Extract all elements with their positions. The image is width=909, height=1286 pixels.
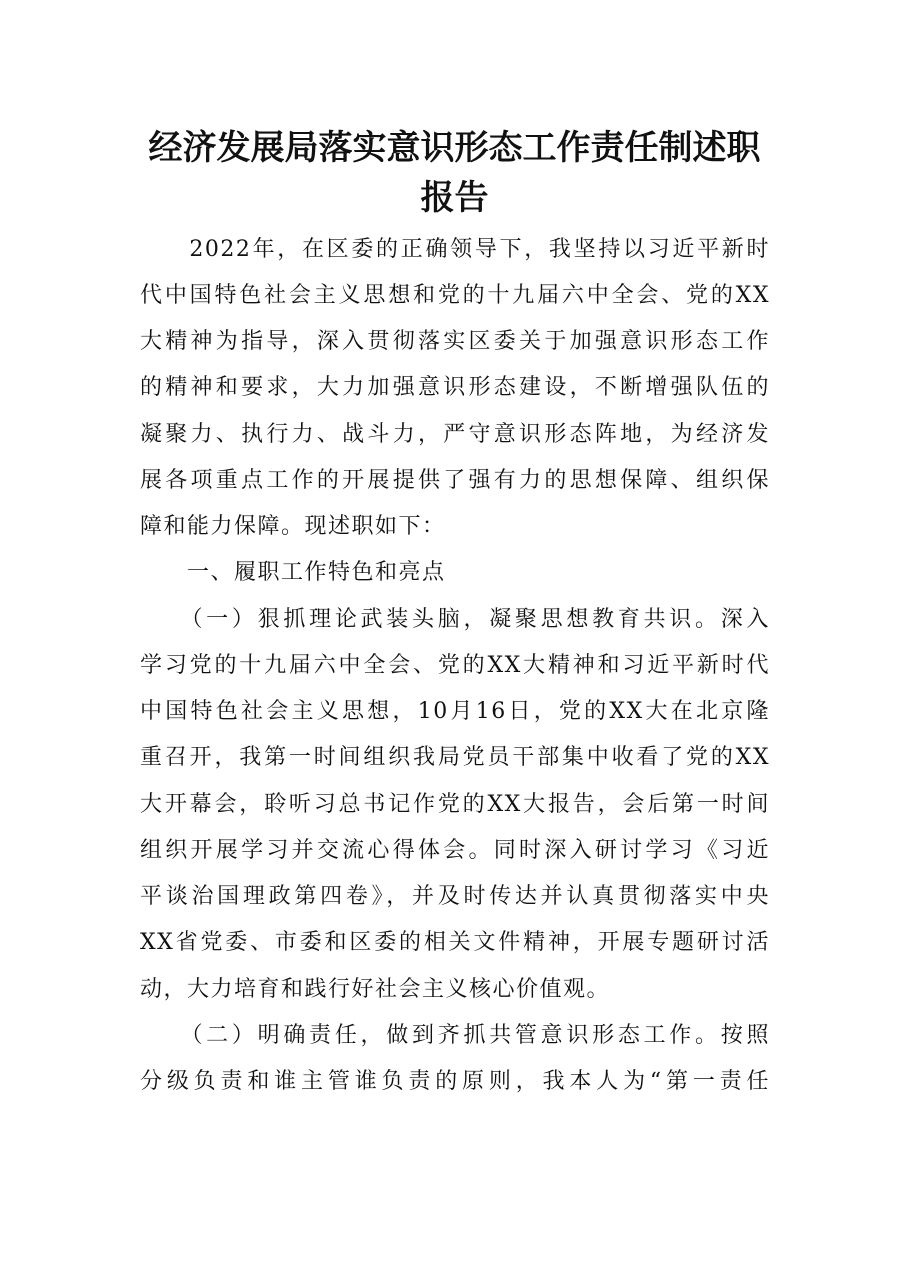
- document-title: [120, 123, 789, 223]
- text-line: 代中国特色社会主义思想和党的十九届六中全会、党的XX: [140, 283, 770, 308]
- text-line: （一）狠抓理论武装头脑，凝聚思想教育共识。深入: [140, 607, 770, 632]
- text-line: 大精神为指导，深入贯彻落实区委关于加强意识形态工作: [140, 329, 770, 354]
- text-line: XX省党委、市委和区委的相关文件精神，开展专题研讨活: [140, 930, 770, 955]
- text-line: 展各项重点工作的开展提供了强有力的思想保障、组织保: [140, 468, 770, 493]
- text-line: 一、履职工作特色和亮点: [140, 560, 446, 585]
- text-line: 障和能力保障。现述职如下：: [140, 514, 446, 539]
- text-line: 学习党的十九届六中全会、党的XX大精神和习近平新时代: [140, 653, 770, 678]
- text-line: 凝聚力、执行力、战斗力，严守意识形态阵地，为经济发: [140, 422, 770, 447]
- text-line: 大开幕会，聆听习总书记作党的XX大报告，会后第一时间: [140, 792, 770, 817]
- text-line: 组织开展学习并交流心得体会。同时深入研讨学习《习近: [140, 838, 770, 863]
- text-line: 分级负责和谁主管谁负责的原则，我本人为“第一责任: [140, 1069, 770, 1094]
- text-line: 重召开，我第一时间组织我局党员干部集中收看了党的XX: [140, 745, 770, 770]
- title-line-1: 经济发展局落实意识形态工作责任制述职: [148, 128, 761, 168]
- text-line: 动，大力培育和践行好社会主义核心价值观。: [140, 977, 611, 1002]
- text-line: 的精神和要求，大力加强意识形态建设，不断增强队伍的: [140, 375, 770, 400]
- text-line: （二）明确责任，做到齐抓共管意识形态工作。按照: [140, 1023, 770, 1048]
- text-line: 中国特色社会主义思想，10月16日，党的XX大在北京隆: [140, 699, 770, 724]
- title-line-2: 报告: [420, 178, 489, 218]
- text-line: 2022年，在区委的正确领导下，我坚持以习近平新时: [140, 237, 770, 262]
- text-line: 平谈治国理政第四卷》，并及时传达并认真贯彻落实中央: [140, 884, 770, 909]
